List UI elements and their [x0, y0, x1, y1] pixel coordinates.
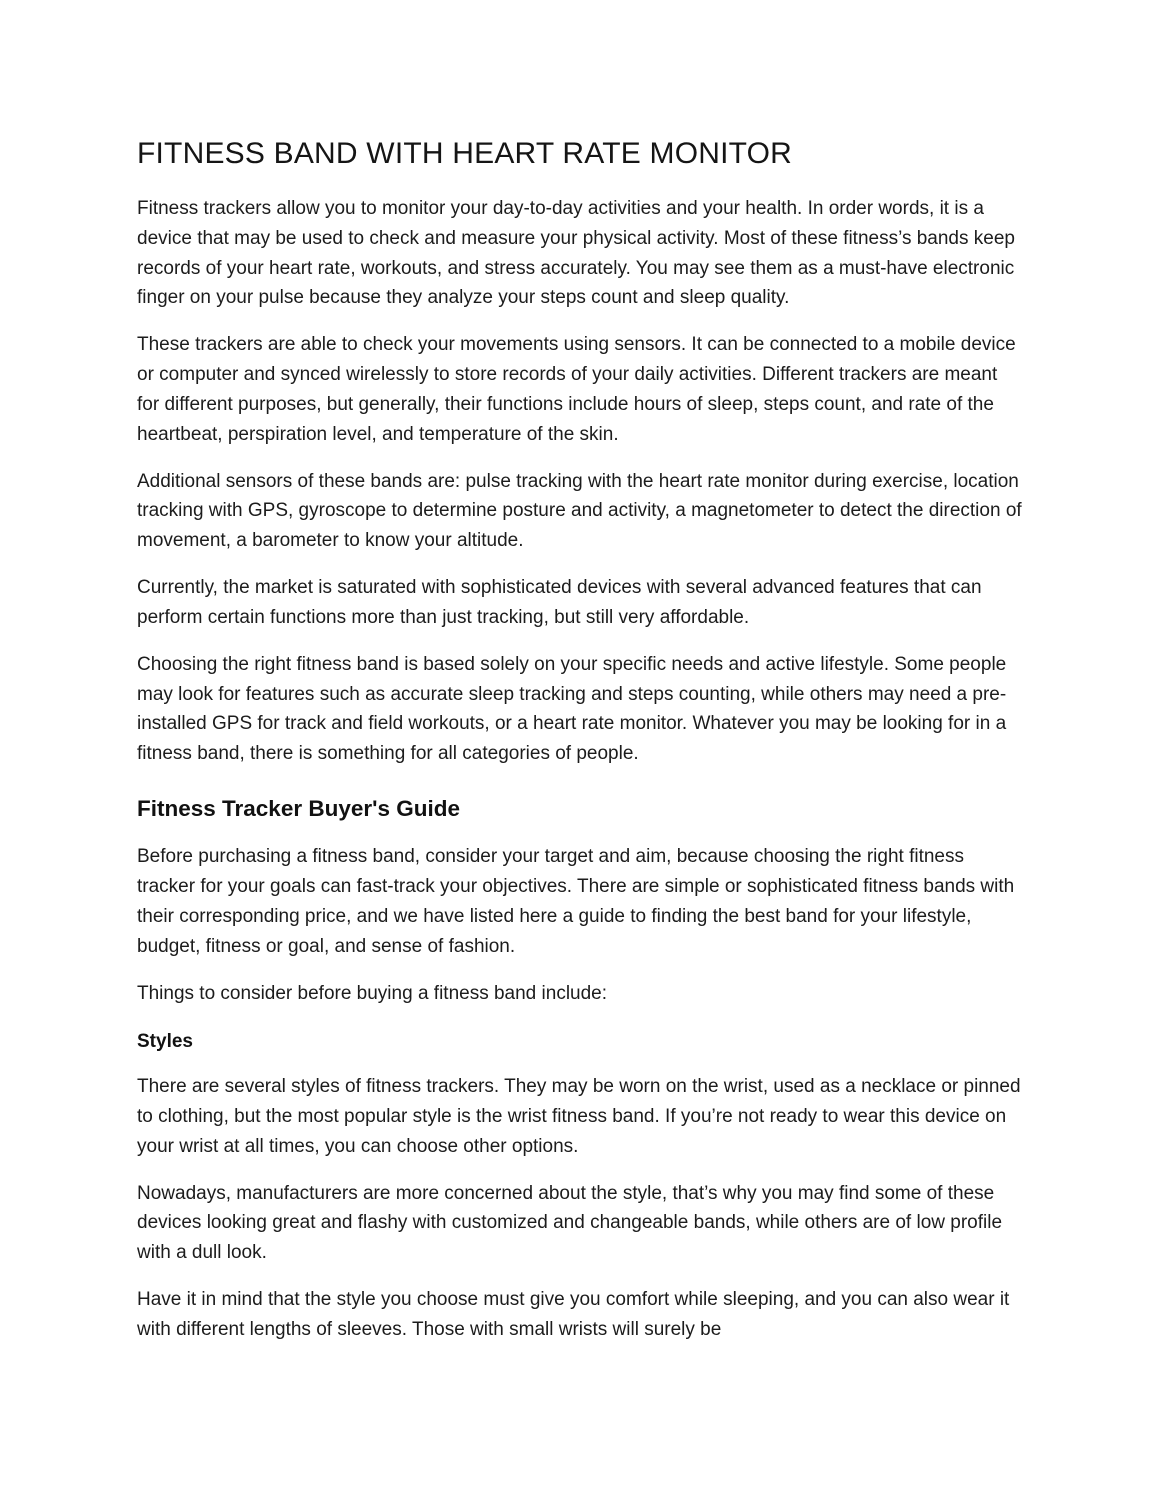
- paragraph-manufacturers-style: Nowadays, manufacturers are more concerned about the style, that’s why you may find some of these devices looking great and flashy with customized and changeable bands, while others are of low profile with a dull look.: [137, 1182, 1003, 1264]
- paragraph-things-to-consider: Things to consider before buying a fitness band include:: [137, 982, 608, 1004]
- paragraph-choosing: Choosing the right fitness band is based solely on your specific needs and active lifestyle. Some people may look for features such as accurate sleep tracking and steps counting, while others may need a pre-installed GPS for track and field workouts, or a heart rate monitor. Whatever you may be looking for in a fitness band, there is something for all categories of people.: [137, 653, 1007, 765]
- paragraph-comfort: Have it in mind that the style you choose must give you comfort while sleeping, and you can also wear it with different lengths of sleeves. Those with small wrists will surely be: [137, 1289, 1010, 1340]
- section-heading-buyers-guide: Fitness Tracker Buyer's Guide: [137, 796, 460, 822]
- subsection-heading-styles: Styles: [137, 1031, 193, 1053]
- paragraph-sensors-sync: These trackers are able to check your movements using sensors. It can be connected to a mobile device or computer and synced wirelessly to store records of your daily activities. Different trackers are meant for different purposes, but generally, their functions include hours of sleep, steps count, and rate of the heartbeat, perspiration level, and temperature of the skin.: [137, 334, 1016, 445]
- paragraph-intro: Fitness trackers allow you to monitor your day-to-day activities and your health. In order words, it is a device that may be used to check and measure your physical activity. Most of these fitness’s bands keep records of your heart rate, workouts, and stress accurately. You may see them as a must-have electronic finger on your pulse because they analyze your steps count and sleep quality.: [137, 198, 1015, 309]
- paragraph-additional-sensors: Additional sensors of these bands are: pulse tracking with the heart rate monitor during exercise, location tracking with GPS, gyroscope to determine posture and activity, a magnetometer to detect the direction of movement, a barometer to know your altitude.: [137, 470, 1022, 552]
- paragraph-styles-overview: There are several styles of fitness trackers. They may be worn on the wrist, used as a necklace or pinned to clothing, but the most popular style is the wrist fitness band. If you’re not ready to wear this device on your wrist at all times, you can choose other options.: [137, 1076, 1021, 1157]
- paragraph-before-purchasing: Before purchasing a fitness band, consider your target and aim, because choosing the right fitness tracker for your goals can fast-track your objectives. There are simple or sophisticated fitness bands with their corresponding price, and we have listed here a guide to finding the best band for your lifestyle, budget, fitness or goal, and sense of fashion.: [137, 846, 1015, 957]
- document-title: FITNESS BAND WITH HEART RATE MONITOR: [137, 137, 793, 170]
- paragraph-market: Currently, the market is saturated with sophisticated devices with several advanced features that can perform certain functions more than just tracking, but still very affordable.: [137, 577, 982, 628]
